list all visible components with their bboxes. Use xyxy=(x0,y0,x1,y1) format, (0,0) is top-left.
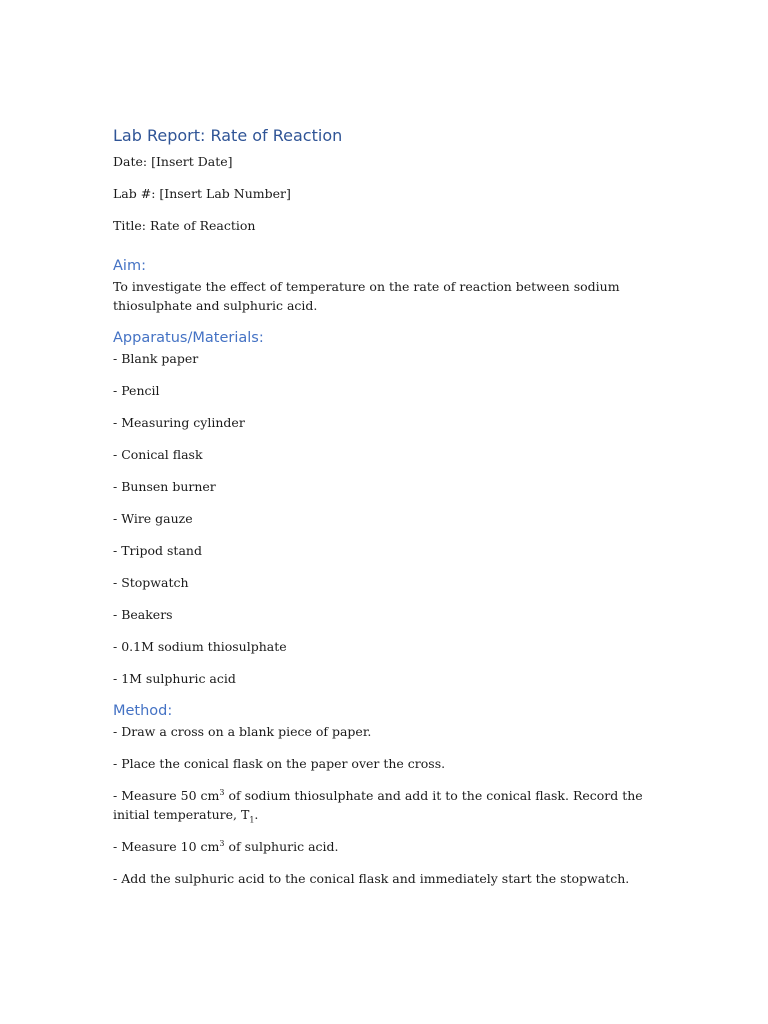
aim-text: To investigate the effect of temperature on the rate of reaction between sodium thiosulphate and sulphuric acid. xyxy=(113,279,620,313)
method-step-4-part-b: of sulphuric acid. xyxy=(224,839,339,854)
method-step-1: - Draw a cross on a blank piece of paper. xyxy=(113,724,372,739)
method-step-4 xyxy=(113,837,673,856)
report-meta xyxy=(113,152,673,235)
list-item: - Tripod stand xyxy=(113,543,202,558)
document-title: Lab Report: Rate of Reaction xyxy=(113,126,343,145)
list-item: - Conical flask xyxy=(113,447,203,462)
list-item: - Beakers xyxy=(113,607,173,622)
method-step-5: - Add the sulphuric acid to the conical flask and immediately start the stopwatch. xyxy=(113,871,630,886)
aim-heading: Aim: xyxy=(113,258,146,274)
list-item: - 1M sulphuric acid xyxy=(113,671,236,686)
method-step-3-part-a: - Measure 50 cm xyxy=(113,788,220,803)
superscript-3: 3 xyxy=(219,787,225,797)
method-step-3 xyxy=(113,786,673,824)
apparatus-list xyxy=(113,349,673,688)
list-item: - 0.1M sodium thiosulphate xyxy=(113,639,287,654)
report-date: Date: [Insert Date] xyxy=(113,154,233,169)
document-content xyxy=(113,124,673,901)
list-item: - Wire gauze xyxy=(113,511,193,526)
method-step-4-part-a: - Measure 10 cm xyxy=(113,839,220,854)
method-step-3-part-b: of sodium thiosulphate and add it to the conical flask. Record the initial temperature, T xyxy=(113,788,643,822)
apparatus-heading: Apparatus/Materials: xyxy=(113,330,264,346)
subscript-1: 1 xyxy=(249,815,255,825)
list-item: - Stopwatch xyxy=(113,575,189,590)
method-step-2: - Place the conical flask on the paper over the cross. xyxy=(113,756,446,771)
report-lab-number: Lab #: [Insert Lab Number] xyxy=(113,186,291,201)
method-step-3-part-c: . xyxy=(254,807,259,822)
list-item: - Blank paper xyxy=(113,351,199,366)
method-list xyxy=(113,722,673,888)
list-item: - Bunsen burner xyxy=(113,479,216,494)
report-title-line: Title: Rate of Reaction xyxy=(113,218,256,233)
list-item: - Measuring cylinder xyxy=(113,415,245,430)
method-heading: Method: xyxy=(113,703,173,719)
superscript-3: 3 xyxy=(219,838,225,848)
list-item: - Pencil xyxy=(113,383,160,398)
